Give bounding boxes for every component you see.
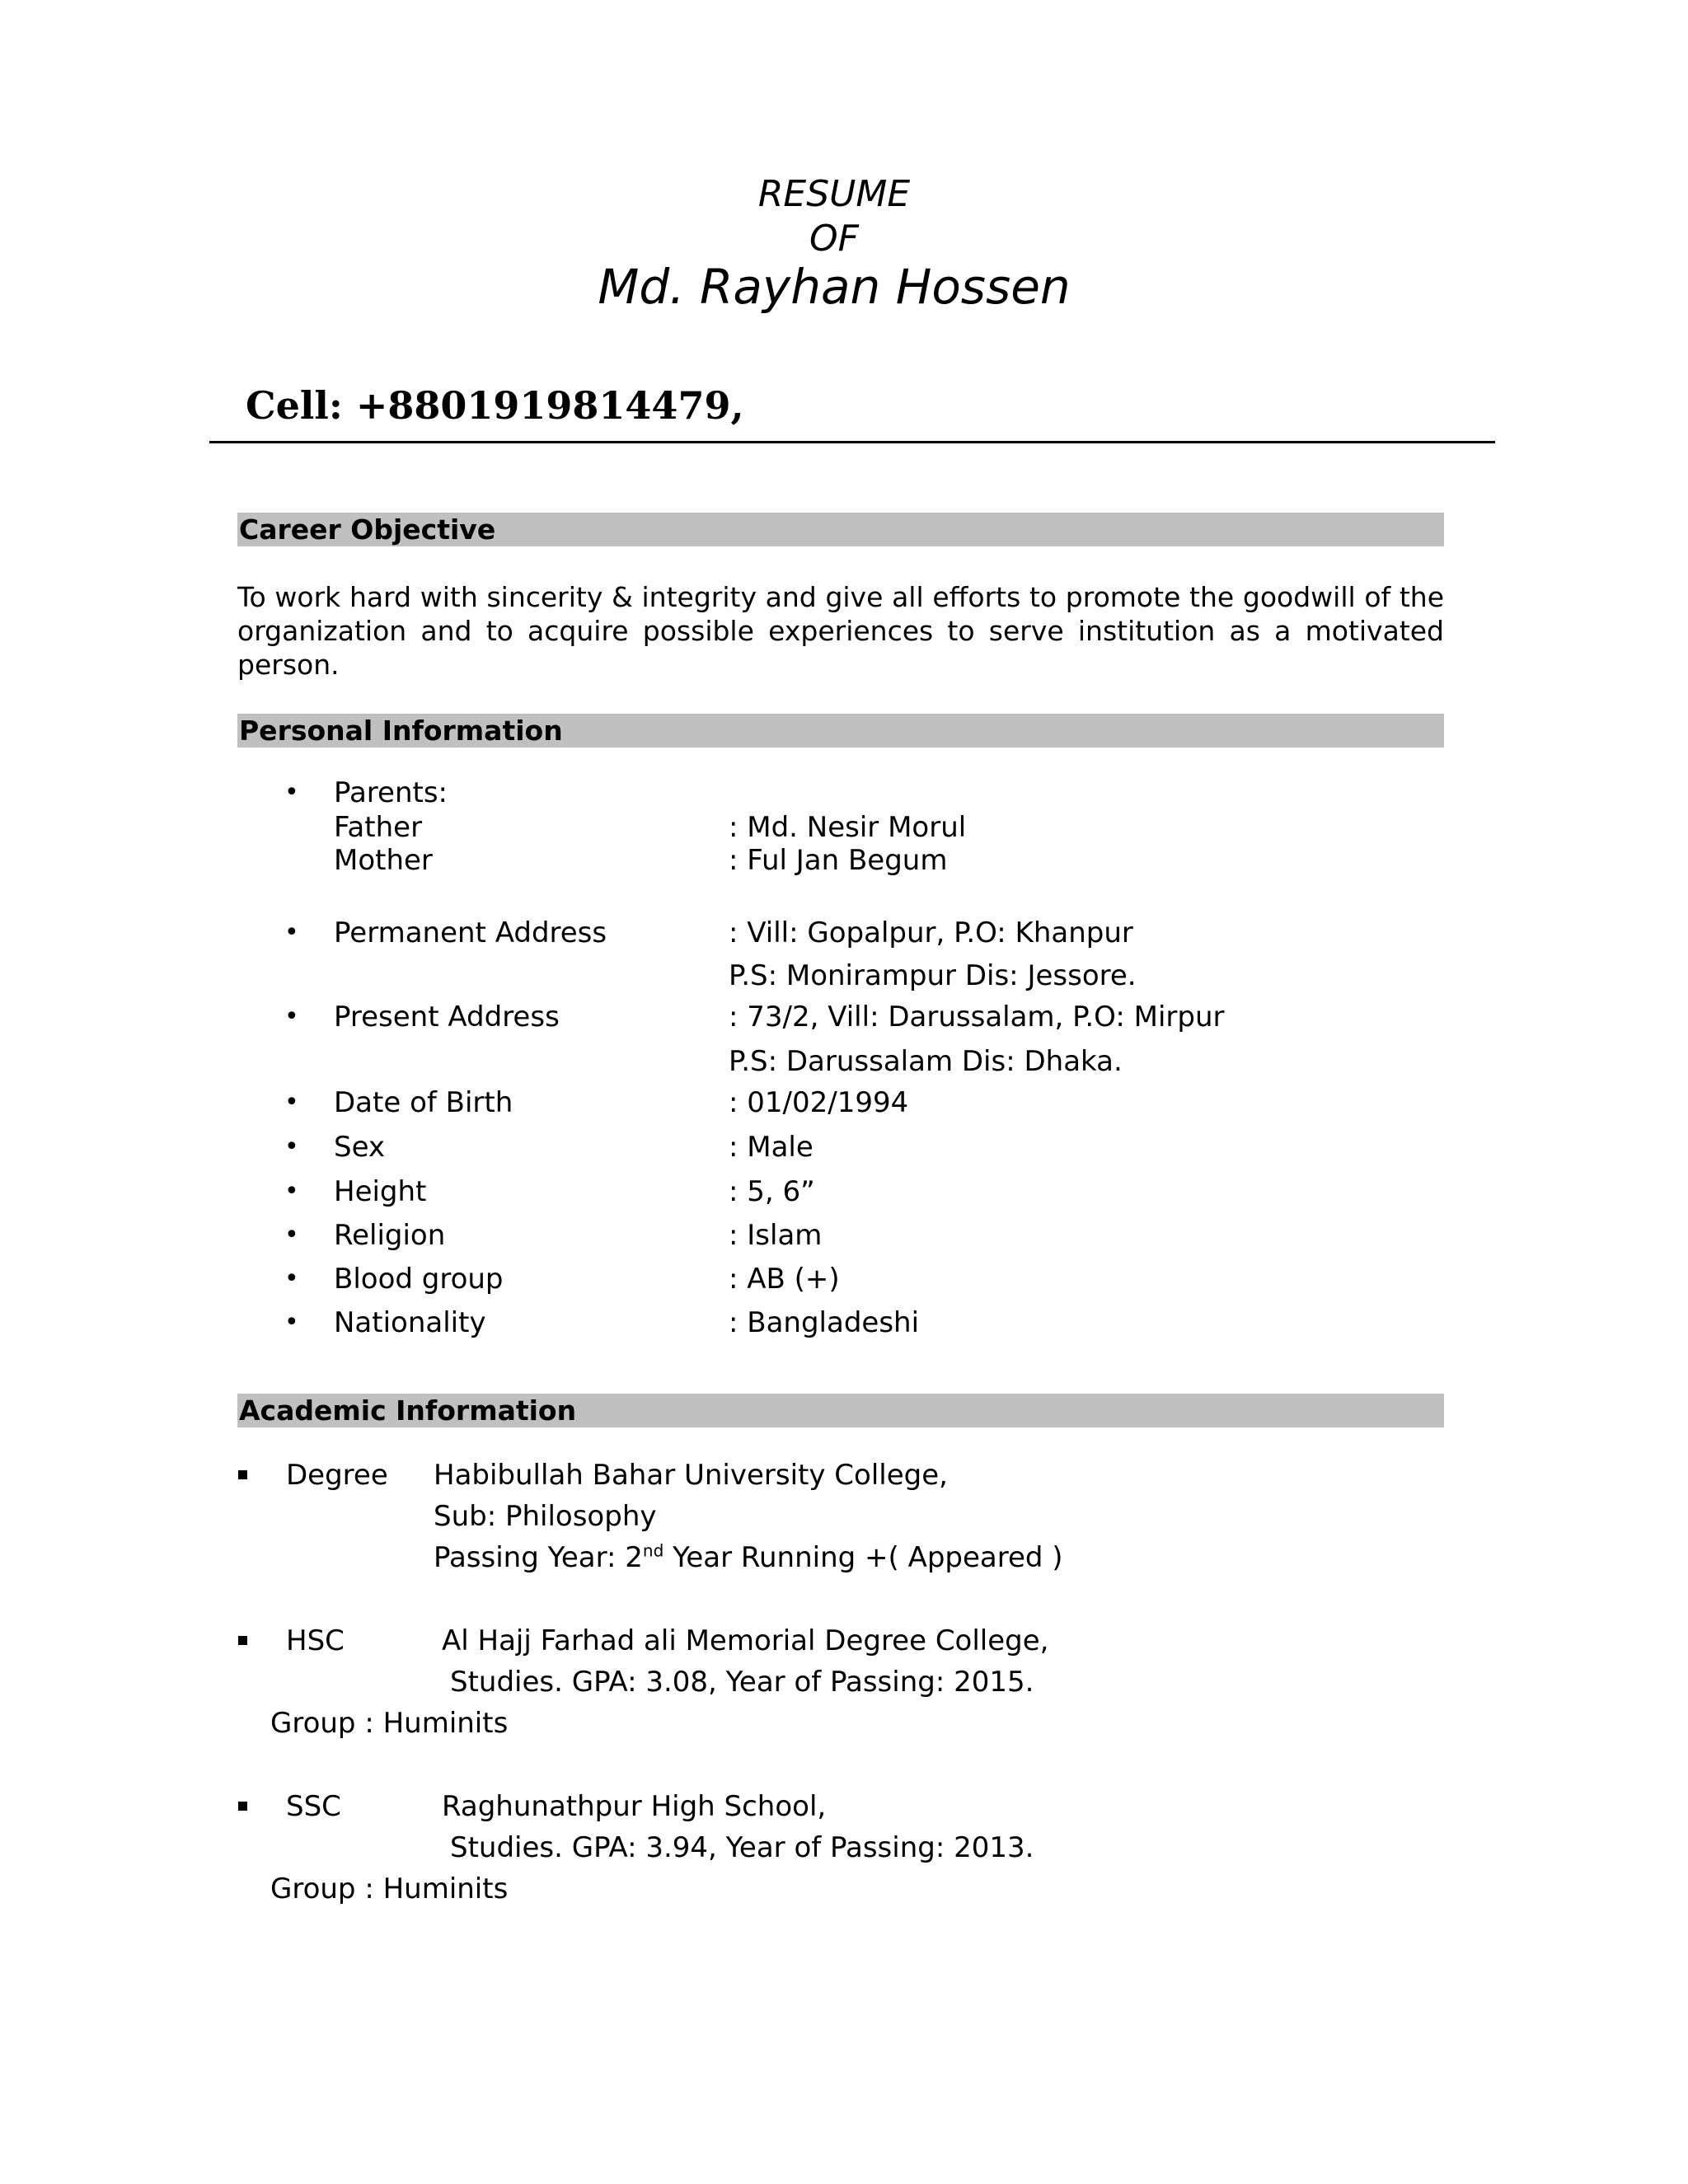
list-bullet: • [284,1088,299,1117]
present-address-line1: : 73/2, Vill: Darussalam, P.O: Mirpur [729,1001,1225,1033]
sex-label: Sex [334,1131,386,1164]
resume-title: RESUME [757,173,911,215]
present-address-line2: P.S: Darussalam Dis: Dhaka. [729,1045,1123,1078]
father-label: Father [334,811,423,844]
academic-information-heading: Academic Information [237,1394,1444,1427]
square-bullet-icon [238,1470,247,1479]
candidate-name: Md. Rayhan Hossen [598,259,1071,315]
ssc-label: SSC [286,1790,341,1823]
religion-label: Religion [334,1219,446,1252]
list-bullet: • [284,1264,299,1293]
nationality-value: : Bangladeshi [729,1306,920,1339]
hsc-studies: Studies. GPA: 3.08, Year of Passing: 2015. [450,1666,1034,1699]
degree-label: Degree [286,1459,388,1492]
degree-institution: Habibullah Bahar University College, [434,1459,948,1492]
parents-label: Parents: [334,776,448,809]
degree-passing-year: Passing Year: 2nd Year Running +( Appeared ) [434,1540,1063,1574]
hsc-group: Group : Huminits [270,1707,509,1740]
list-bullet: • [284,778,299,807]
degree-subject: Sub: Philosophy [434,1500,657,1533]
ssc-institution: Raghunathpur High School, [442,1790,827,1823]
list-bullet: • [284,1221,299,1249]
permanent-address-line2: P.S: Monirampur Dis: Jessore. [729,959,1137,992]
list-bullet: • [284,1177,299,1206]
present-address-label: Present Address [334,1001,560,1033]
list-bullet: • [284,918,299,947]
blood-group-label: Blood group [334,1263,504,1296]
blood-group-value: : AB (+) [729,1263,840,1296]
cell-number: Cell: +8801919814479, [246,383,744,428]
mother-value: : Ful Jan Begum [729,844,948,877]
father-value: : Md. Nesir Morul [729,811,967,844]
ssc-group: Group : Huminits [270,1872,509,1905]
nationality-label: Nationality [334,1306,486,1339]
personal-information-heading: Personal Information [237,714,1444,748]
religion-value: : Islam [729,1219,823,1252]
square-bullet-icon [238,1636,247,1645]
sex-value: : Male [729,1131,814,1164]
square-bullet-icon [238,1802,247,1811]
height-value: : 5, 6” [729,1175,815,1208]
mother-label: Mother [334,844,433,877]
header-divider [209,441,1495,443]
hsc-label: HSC [286,1624,345,1657]
career-objective-text: To work hard with sincerity & integrity and give all efforts to promote the goodwill of the organization and to acquire possible experiences to serve institution as a motivated person. [237,581,1444,681]
height-label: Height [334,1175,427,1208]
list-bullet: • [284,1132,299,1161]
dob-label: Date of Birth [334,1086,513,1119]
list-bullet: • [284,1002,299,1031]
career-objective-heading: Career Objective [237,513,1444,546]
list-bullet: • [284,1308,299,1337]
ssc-studies: Studies. GPA: 3.94, Year of Passing: 2013. [450,1831,1034,1864]
dob-value: : 01/02/1994 [729,1086,909,1119]
hsc-institution: Al Hajj Farhad ali Memorial Degree College, [442,1624,1049,1657]
permanent-address-line1: : Vill: Gopalpur, P.O: Khanpur [729,916,1133,949]
resume-of: OF [809,218,859,260]
permanent-address-label: Permanent Address [334,916,607,949]
